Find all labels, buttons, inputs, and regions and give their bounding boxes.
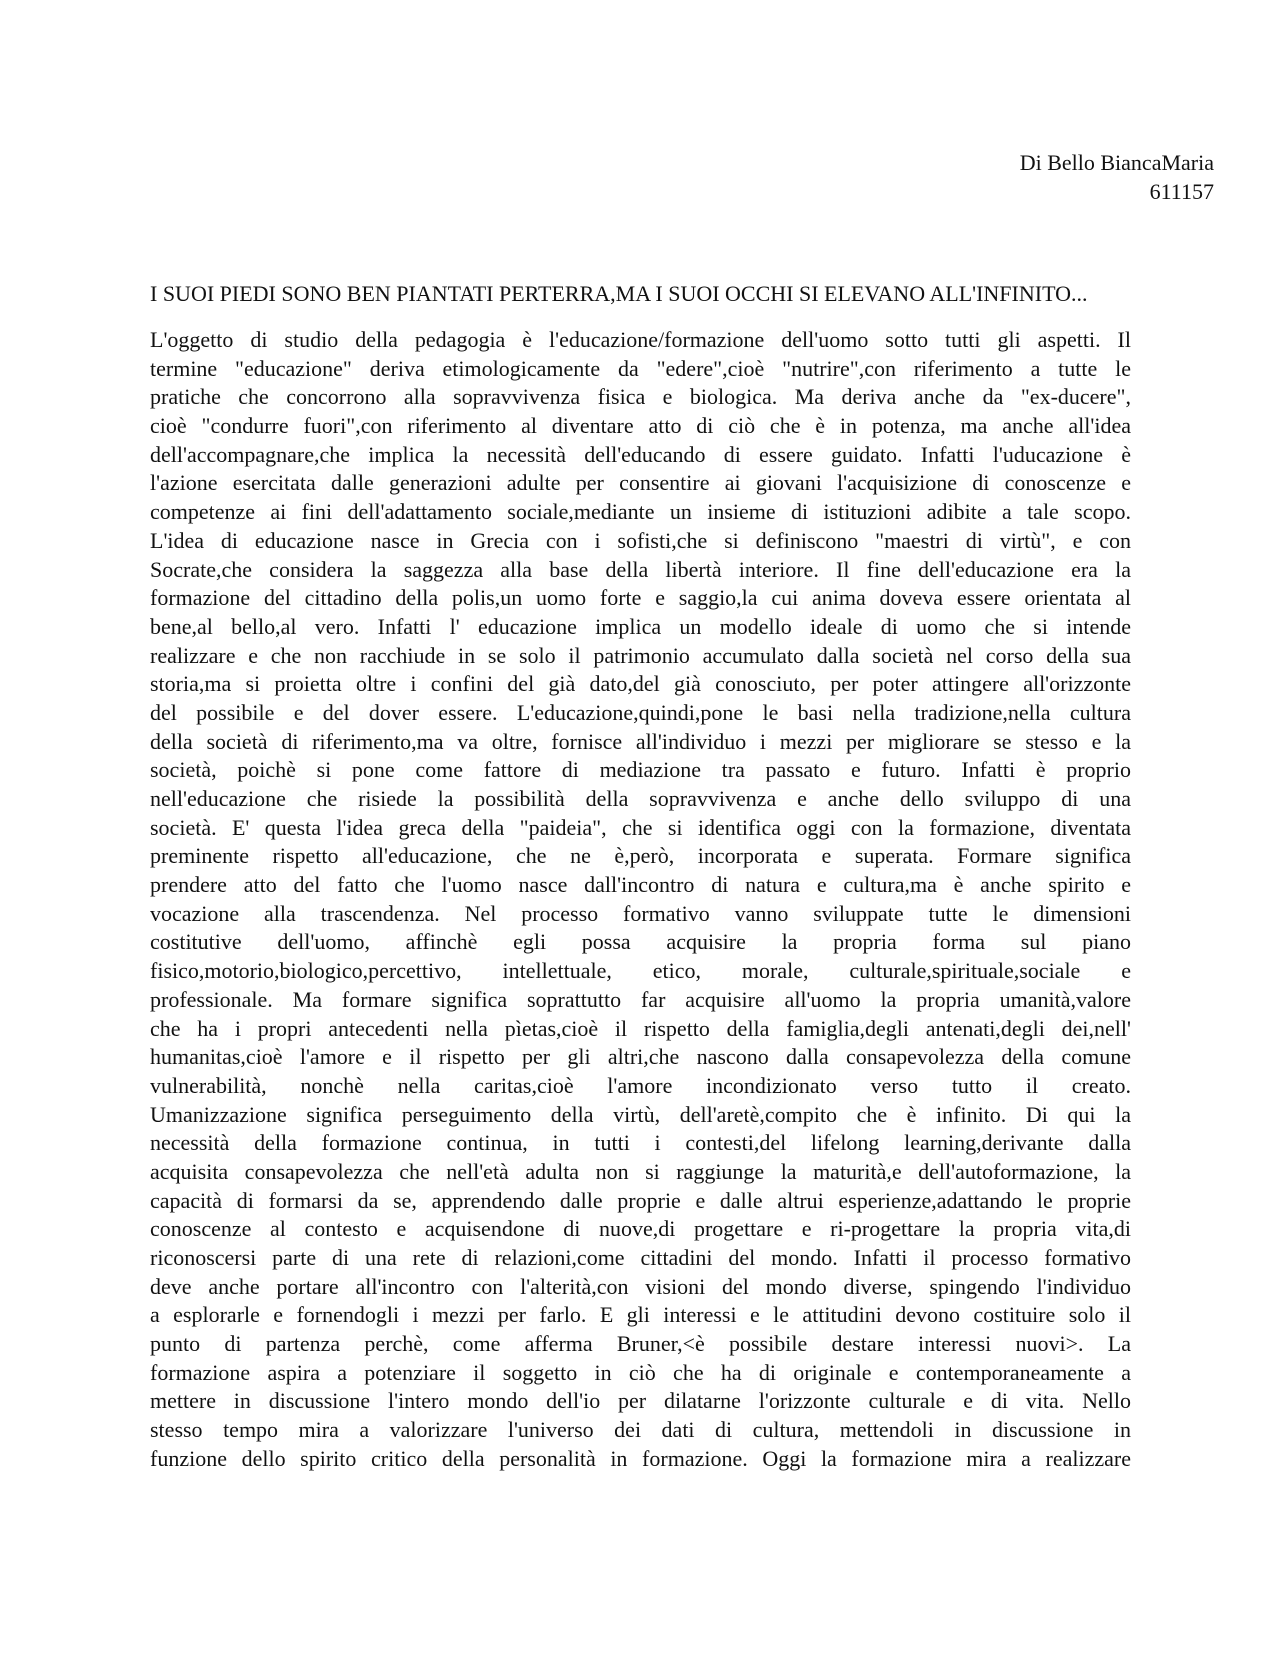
body-line: punto di partenza perchè, come afferma Bruner,<è possibile destare interessi nuovi>. La (150, 1331, 1131, 1357)
body-line: società, poichè si pone come fattore di mediazione tra passato e futuro. Infatti è proprio (150, 757, 1131, 783)
author-name: Di Bello BiancaMaria (1019, 150, 1214, 175)
body-line: formazione aspira a potenziare il soggetto in ciò che ha di originale e contemporaneamente a (150, 1359, 1131, 1385)
body-line: formazione del cittadino della polis,un uomo forte e saggio,la cui anima doveva essere orientata al (150, 585, 1131, 611)
body-line: humanitas,cioè l'amore e il rispetto per gli altri,che nascono dalla consapevolezza della comune (150, 1044, 1131, 1070)
document-title: I SUOI PIEDI SONO BEN PIANTATI PERTERRA,MA I SUOI OCCHI SI ELEVANO ALL'INFINITO... (150, 281, 1088, 306)
body-line: costitutive dell'uomo, affinchè egli possa acquisire la propria forma sul piano (150, 929, 1131, 955)
body-line: società. E' questa l'idea greca della "paideia", che si identifica oggi con la formazione, diventata (150, 814, 1131, 840)
body-line: deve anche portare all'incontro con l'alterità,con visioni del mondo diverse, spingendo l'individuo (150, 1273, 1131, 1299)
body-line: prendere atto del fatto che l'uomo nasce dall'incontro di natura e cultura,ma è anche spirito e (150, 872, 1131, 898)
body-line: cioè "condurre fuori",con riferimento al diventare atto di ciò che è in potenza, ma anche all'idea (150, 413, 1131, 439)
body-line: fisico,motorio,biologico,percettivo, intellettuale, etico, morale, culturale,spirituale,sociale e (150, 958, 1131, 984)
body-line: Umanizzazione significa perseguimento della virtù, dell'aretè,compito che è infinito. Di qui la (150, 1101, 1131, 1127)
body-line: funzione dello spirito critico della personalità in formazione. Oggi la formazione mira a realizzare (150, 1445, 1131, 1471)
author-block (1020, 148, 1214, 206)
body-line: realizzare e che non racchiude in se solo il patrimonio accumulato dalla società nel corso della sua (150, 642, 1131, 668)
body-line: nell'educazione che risiede la possibilità della sopravvivenza e anche dello sviluppo di una (150, 786, 1131, 811)
body-line: stesso tempo mira a valorizzare l'universo dei dati di cultura, mettendoli in discussione in (150, 1417, 1131, 1443)
body-line: dell'accompagnare,che implica la necessità dell'educando di essere guidato. Infatti l'uducazione è (150, 441, 1131, 467)
body-line: pratiche che concorrono alla sopravvivenza fisica e biologica. Ma deriva anche da "ex-ducere", (150, 384, 1131, 410)
body-line: preminente rispetto all'educazione, che ne è,però, incorporata e superata. Formare significa (150, 843, 1131, 869)
body-line: termine "educazione" deriva etimologicamente da "edere",cioè "nutrire",con riferimento a tutte le (150, 355, 1131, 381)
body-line: del possibile e del dover essere. L'educazione,quindi,pone le basi nella tradizione,nella cultura (150, 699, 1131, 725)
body-line: che ha i propri antecedenti nella pìetas,cioè il rispetto della famiglia,degli antenati,degli dei,nell' (150, 1015, 1131, 1041)
body-line: a esplorarle e fornendogli i mezzi per farlo. E gli interessi e le attitudini devono costituire solo il (150, 1302, 1131, 1328)
body-line: l'azione esercitata dalle generazioni adulte per consentire ai giovani l'acquisizione di conoscenze e (150, 470, 1131, 496)
body-line: Socrate,che considera la saggezza alla base della libertà interiore. Il fine dell'educazione era la (150, 556, 1131, 582)
body-line: riconoscersi parte di una rete di relazioni,come cittadini del mondo. Infatti il processo formativo (150, 1245, 1131, 1270)
body-line: capacità di formarsi da se, apprendendo dalle proprie e dalle altrui esperienze,adattando le proprie (150, 1187, 1131, 1213)
body-line: competenze ai fini dell'adattamento sociale,mediante un insieme di istituzioni adibite a tale scopo. (150, 499, 1131, 525)
body-line: acquisita consapevolezza che nell'età adulta non si raggiunge la maturità,e dell'autoformazione, la (150, 1158, 1131, 1184)
body-line: bene,al bello,al vero. Infatti l' educazione implica un modello ideale di uomo che si intende (150, 613, 1131, 639)
body-line: vocazione alla trascendenza. Nel processo formativo vanno sviluppate tutte le dimensioni (150, 900, 1131, 926)
body-line: professionale. Ma formare significa soprattutto far acquisire all'uomo la propria umanità,valore (150, 986, 1131, 1012)
body-line: necessità della formazione continua, in tutti i contesti,del lifelong learning,derivante dalla (150, 1130, 1131, 1156)
body-line: conoscenze al contesto e acquisendone di nuove,di progettare e ri-progettare la propria vita,di (150, 1216, 1131, 1242)
body-paragraph (150, 326, 1131, 1474)
body-line: L'idea di educazione nasce in Grecia con i sofisti,che si definiscono "maestri di virtù", e con (150, 527, 1131, 553)
author-id-number: 611157 (1149, 179, 1214, 204)
body-line: storia,ma si proietta oltre i confini del già dato,del già conosciuto, per poter attingere all'orizzonte (150, 671, 1131, 697)
body-line: della società di riferimento,ma va oltre, fornisce all'individuo i mezzi per migliorare se stesso e la (150, 728, 1131, 754)
body-line: L'oggetto di studio della pedagogia è l'educazione/formazione dell'uomo sotto tutti gli aspetti. Il (150, 327, 1131, 352)
body-line: vulnerabilità, nonchè nella caritas,cioè l'amore incondizionato verso tutto il creato. (150, 1072, 1131, 1098)
body-line: mettere in discussione l'intero mondo dell'io per dilatarne l'orizzonte culturale e di vita. Nello (150, 1388, 1131, 1414)
